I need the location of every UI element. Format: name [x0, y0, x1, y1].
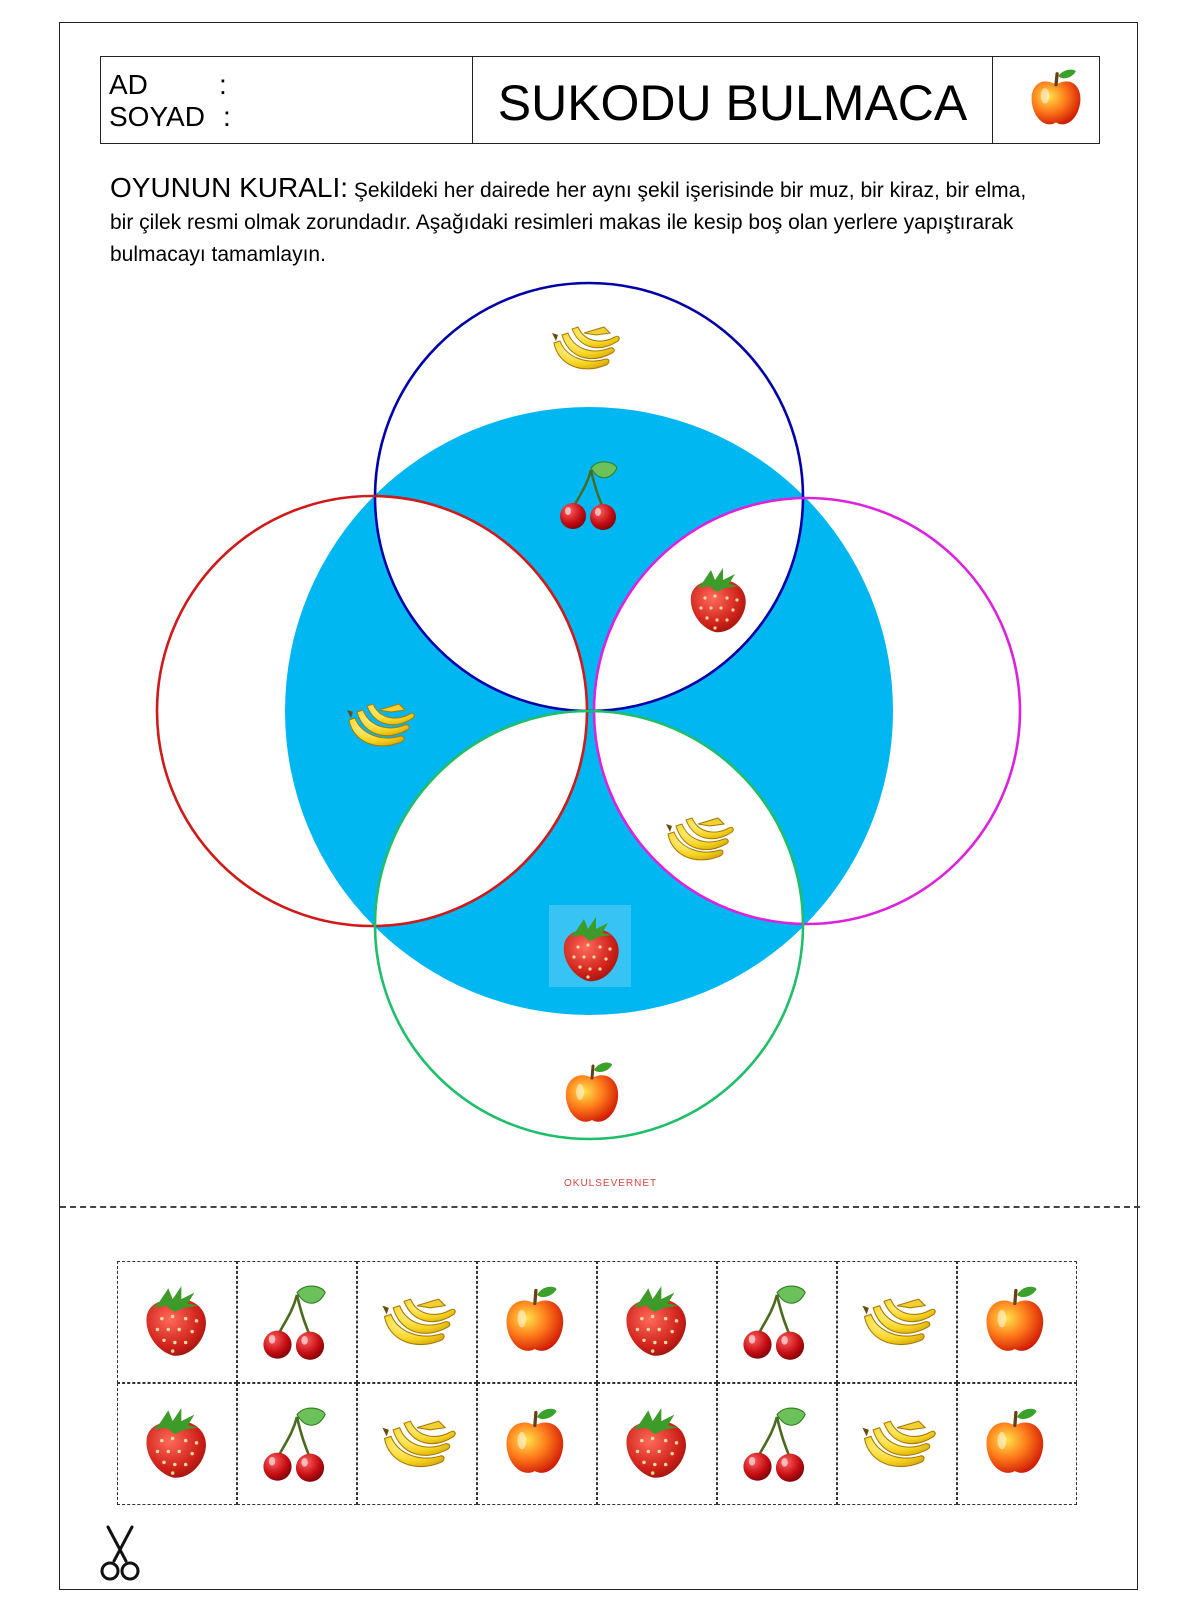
strawberry-icon	[618, 1406, 696, 1484]
scissors-icon	[98, 1525, 144, 1583]
name-label: AD	[109, 69, 148, 100]
strawberry-icon	[138, 1284, 216, 1362]
cutout-tile-apple[interactable]	[957, 1383, 1077, 1505]
worksheet-title: SUKODU BULMACA	[497, 75, 968, 131]
surname-label: SOYAD	[109, 101, 205, 132]
cutout-tile-apple[interactable]	[477, 1261, 597, 1383]
cherry-icon	[258, 1284, 336, 1362]
cutout-tile-cherry[interactable]	[717, 1261, 837, 1383]
cutout-tile-banana[interactable]	[357, 1383, 477, 1505]
rules-body: Şekildeki her dairede her aynı şekil işerisinde bir muz, bir kiraz, bir elma, bir çilek resmi olmak zorundadır. Aşağıdaki resimleri makas ile kesip boş olan yerlere yapıştırarak bulmacayı tamamlayın.	[110, 179, 1027, 266]
cutout-grid	[117, 1261, 1081, 1505]
cutout-tile-banana[interactable]	[837, 1261, 957, 1383]
surname-colon: :	[223, 101, 231, 132]
cutout-tile-banana[interactable]	[837, 1383, 957, 1505]
cutout-tile-apple[interactable]	[477, 1383, 597, 1505]
rules-lead: OYUNUN KURALI:	[110, 172, 349, 203]
apple-icon	[566, 1063, 618, 1122]
strawberry-icon	[138, 1406, 216, 1484]
cut-line	[60, 1206, 1140, 1208]
cutout-tile-strawberry[interactable]	[597, 1383, 717, 1505]
cutout-tile-cherry[interactable]	[237, 1383, 357, 1505]
apple-icon	[978, 1284, 1056, 1362]
cutout-tile-cherry[interactable]	[717, 1383, 837, 1505]
banana-icon	[858, 1284, 936, 1362]
cutout-tile-strawberry[interactable]	[597, 1261, 717, 1383]
name-colon: :	[219, 69, 227, 100]
cherry-icon	[738, 1284, 816, 1362]
banana-icon	[552, 327, 619, 369]
cutout-tile-banana[interactable]	[357, 1261, 477, 1383]
cutout-tile-strawberry[interactable]	[117, 1383, 237, 1505]
strawberry-icon	[618, 1284, 696, 1362]
cherry-icon	[738, 1406, 816, 1484]
banana-icon	[378, 1284, 456, 1362]
cutout-tile-apple[interactable]	[957, 1261, 1077, 1383]
cherry-icon	[258, 1406, 336, 1484]
apple-icon	[498, 1284, 576, 1362]
apple-icon	[498, 1406, 576, 1484]
cutout-tile-cherry[interactable]	[237, 1261, 357, 1383]
apple-icon	[978, 1406, 1056, 1484]
cutout-tile-strawberry[interactable]	[117, 1261, 237, 1383]
brand-watermark: OKULSEVERNET	[564, 1178, 658, 1189]
banana-icon	[858, 1406, 936, 1484]
banana-icon	[378, 1406, 456, 1484]
